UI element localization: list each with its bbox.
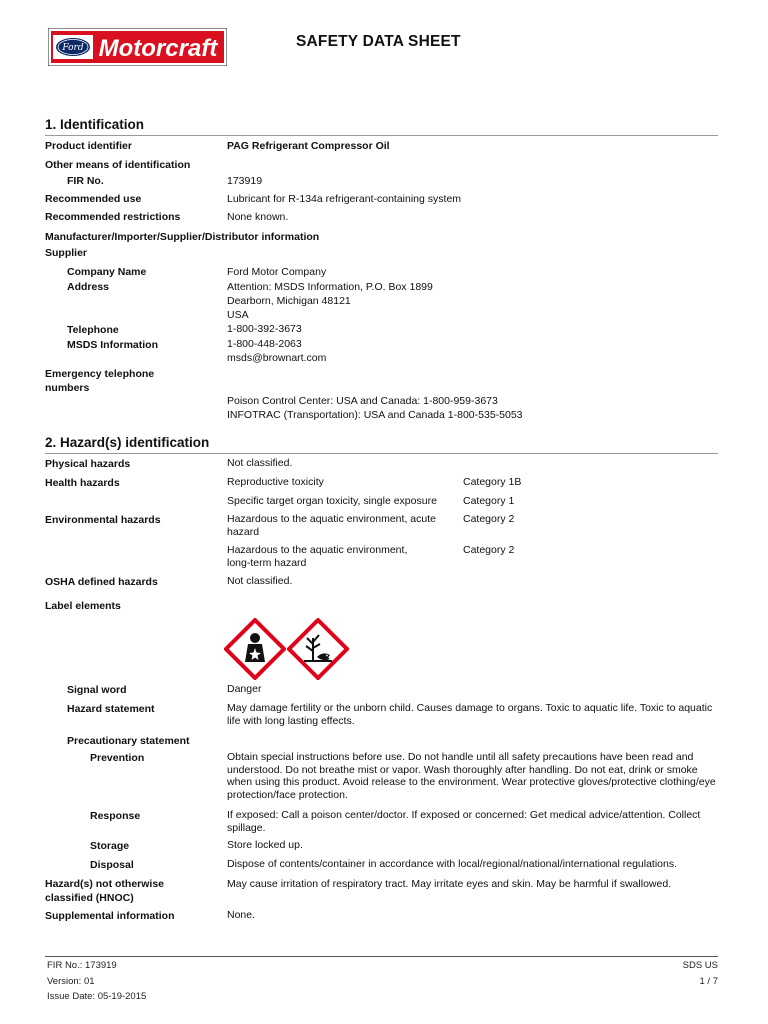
product-identifier-value: PAG Refrigerant Compressor Oil [227,140,390,152]
health-hazards-label: Health hazards [45,477,120,489]
emergency-line: Poison Control Center: USA and Canada: 1-800-959-3673 [227,395,498,407]
storage-value: Store locked up. [227,839,303,851]
msds-email[interactable]: msds@brownart.com [227,352,327,364]
recommended-use-label: Recommended use [45,193,142,205]
emergency-label-cont: numbers [45,382,90,394]
hazard-category: Category 1 [463,495,515,507]
manufacturer-label: Manufacturer/Importer/Supplier/Distributor information [45,231,320,243]
footer-version: Version: 01 [47,976,95,987]
signal-word-label: Signal word [67,684,127,696]
msds-phone: 1-800-448-2063 [227,338,302,350]
document-title: SAFETY DATA SHEET [296,33,461,50]
disposal-label: Disposal [90,859,134,871]
footer-sds-type: SDS US [682,960,718,971]
footer-divider [45,956,718,957]
restrictions-value: None known. [227,211,289,223]
osha-value: Not classified. [227,575,293,587]
disposal-value: Dispose of contents/container in accordance with local/regional/national/international regulations. [227,858,678,870]
section-divider [45,135,718,136]
physical-hazards-label: Physical hazards [45,458,131,470]
supplemental-value: None. [227,909,256,921]
supplier-label: Supplier [45,247,88,259]
precautionary-label: Precautionary statement [67,735,190,747]
hazard-category: Category 1B [463,476,522,488]
other-means-label: Other means of identification [45,159,191,171]
section-divider [45,453,718,454]
signal-word-value: Danger [227,683,262,695]
hazard-statement-value: May damage fertility or the unborn child. Causes damage to organs. Toxic to aquatic life. Toxic to aquatic life with long lasting effects. [227,702,713,727]
hazard-class: Reproductive toxicity [227,476,324,488]
telephone-label: Telephone [67,324,119,336]
motorcraft-logo [48,28,227,66]
emergency-line: INFOTRAC (Transportation): USA and Canada 1-800-535-5053 [227,409,523,421]
fir-label: FIR No. [67,175,104,187]
recommended-use-value: Lubricant for R-134a refrigerant-containing system [227,193,462,205]
address-line: Attention: MSDS Information, P.O. Box 1899 [227,281,433,293]
environment-pictogram-icon [287,618,349,680]
storage-label: Storage [90,840,130,852]
restrictions-label: Recommended restrictions [45,211,181,223]
product-identifier-label: Product identifier [45,140,132,152]
response-value: If exposed: Call a poison center/doctor. If exposed or concerned: Get medical advice/attention. Collect spillage. [227,809,701,834]
hazard-category: Category 2 [463,513,515,525]
environmental-hazards-label: Environmental hazards [45,514,161,526]
emergency-label: Emergency telephone [45,368,155,380]
msds-label: MSDS Information [67,339,158,351]
footer-issue-date: Issue Date: 05-19-2015 [47,991,147,1002]
hnoc-label-cont: classified (HNOC) [45,892,134,904]
section-1-heading: 1. Identification [45,117,145,132]
section-2-heading: 2. Hazard(s) identification [45,435,210,450]
response-label: Response [90,810,141,822]
footer-fir: FIR No.: 173919 [47,960,117,971]
supplemental-label: Supplemental information [45,910,175,922]
address-line: USA [227,309,249,321]
hnoc-label: Hazard(s) not otherwise [45,878,165,890]
hazard-category: Category 2 [463,544,515,556]
svg-text:Motorcraft: Motorcraft [98,35,218,62]
hazard-class: Hazardous to the aquatic environment, acute hazard [227,513,436,538]
hazard-class: Specific target organ toxicity, single exposure [227,495,437,507]
health-hazard-pictogram-icon [224,618,286,680]
osha-label: OSHA defined hazards [45,576,158,588]
physical-hazards-value: Not classified. [227,457,293,469]
telephone-value: 1-800-392-3673 [227,323,302,335]
fir-value: 173919 [227,175,263,187]
hazard-class: Hazardous to the aquatic environment, long-term hazard [227,544,408,569]
label-elements-label: Label elements [45,600,121,612]
prevention-label: Prevention [90,752,145,764]
address-label: Address [67,281,110,293]
prevention-value: Obtain special instructions before use. Do not handle until all safety precautions have been read and understood. Do not breathe mist or vapor. Wash thoroughly after handling. Do not eat, drink or smoke when using this product. Avoid release to the environment. Wear protective gloves/protective clothing/eye protection/face protection. [227,751,716,801]
hnoc-value: May cause irritation of respiratory tract. May irritate eyes and skin. May be harmful if swallowed. [227,878,672,890]
company-value: Ford Motor Company [227,266,327,278]
svg-text:Ford: Ford [62,43,84,53]
hazard-statement-label: Hazard statement [67,703,155,715]
company-label: Company Name [67,266,147,278]
address-line: Dearborn, Michigan 48121 [227,295,351,307]
footer-page-number: 1 / 7 [699,976,718,987]
